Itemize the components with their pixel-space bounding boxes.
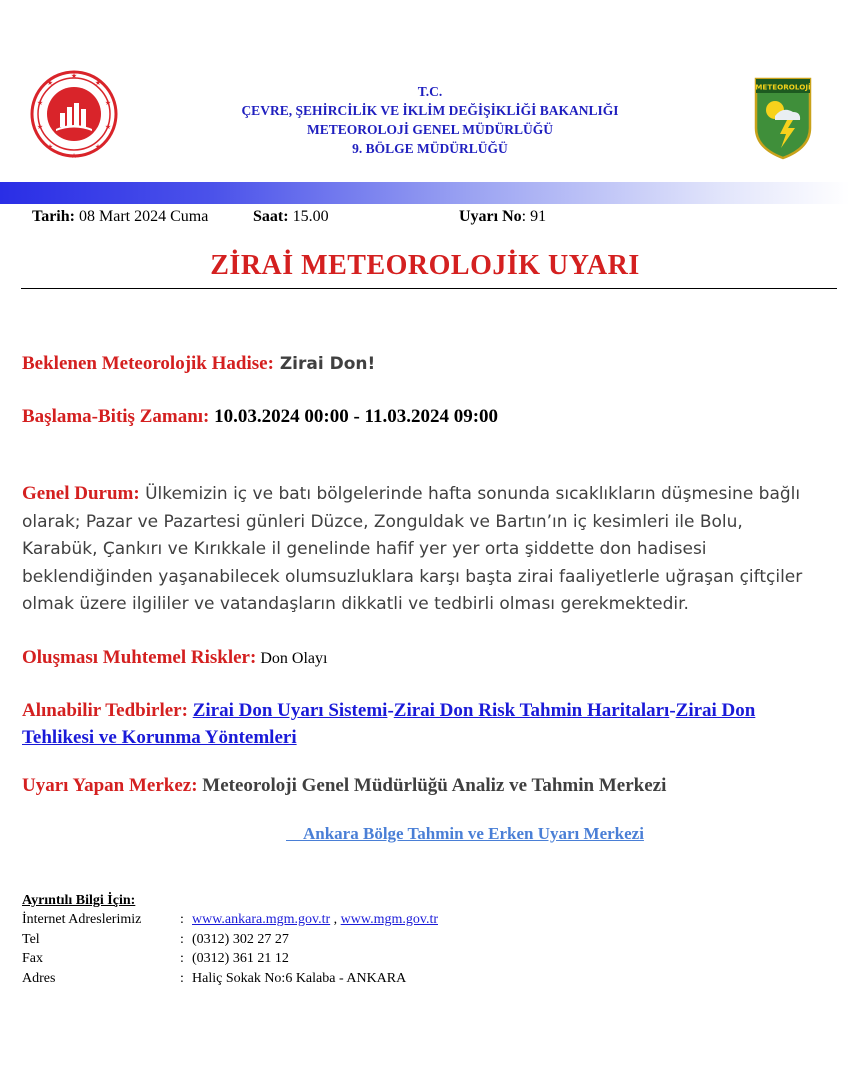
mgm-website-link[interactable]: www.mgm.gov.tr [340, 912, 438, 927]
possible-risks-value: Don Olayı [256, 650, 328, 667]
header-tc: T.C. [417, 84, 443, 99]
svg-text:★: ★ [46, 79, 54, 87]
header-ministry: ÇEVRE, ŞEHİRCİLİK VE İKLİM DEĞİŞİKLİĞİ BAKANLIĞI [241, 103, 619, 118]
frost-risk-maps-link[interactable]: Zirai Don Risk Tahmin Haritaları [393, 700, 670, 721]
date-label: Tarih: [32, 208, 75, 225]
header-directorate: METEOROLOJİ GENEL MÜDÜRLÜĞÜ [306, 122, 554, 137]
svg-text:★: ★ [70, 152, 78, 160]
contact-row-address [0, 969, 850, 989]
measures [22, 697, 837, 751]
contact-info [0, 891, 850, 1001]
expected-event [22, 353, 375, 375]
general-situation-line-1: Ülkemizin iç ve batı bölgelerinde hafta sonunda sıcaklıkların düşmesine bağlı [139, 484, 801, 504]
possible-risks [22, 647, 327, 669]
ankara-center-link[interactable]: Ankara Bölge Tahmin ve Erken Uyarı Merkezi [303, 824, 644, 843]
address-label: Adres [22, 970, 56, 986]
meteorology-logo-text: METEOROLOJİ [755, 82, 811, 92]
general-situation-line-2: olarak; Pazar ve Pazartesi günleri Düzce, Zonguldak ve Bartın’ın iç kesimleri ile Bolu, [22, 511, 743, 532]
fax-value: (0312) 361 21 12 [192, 951, 289, 966]
website-separator: , [330, 912, 341, 927]
date-field [32, 208, 208, 226]
general-situation-line-5: olmak üzere ilgililer ve vatandaşların dikkatli ve tedbirli olması gerekmektedir. [22, 594, 689, 614]
start-end-time [22, 406, 498, 428]
possible-risks-label: Oluşması Muhtemel Riskler: [22, 647, 257, 668]
svg-text:★: ★ [104, 99, 112, 107]
svg-text:★: ★ [94, 79, 102, 87]
frost-hazard-protection-link-continued[interactable]: Tehlikesi ve Korunma Yöntemleri [22, 727, 297, 748]
start-end-time-label: Başlama-Bitiş Zamanı: [22, 406, 210, 427]
warning-number-field [459, 208, 546, 226]
ankara-center-text[interactable] [286, 824, 644, 843]
ankara-website-link[interactable]: www.ankara.mgm.gov.tr [192, 912, 331, 927]
general-situation-line-3: Karabük, Çankırı ve Kırıkkale il genelinde hafif yer yer orta şiddette don hadisesi [22, 539, 707, 559]
warning-number-label: Uyarı No [459, 208, 522, 225]
title-divider [21, 288, 837, 289]
general-situation-label: Genel Durum: [22, 483, 140, 504]
tel-value: (0312) 302 27 27 [192, 931, 289, 947]
warning-number-value: : 91 [521, 208, 547, 225]
ankara-center [286, 824, 644, 844]
start-end-time-value: 10.03.2024 00:00 - 11.03.2024 09:00 [209, 406, 499, 427]
svg-text:★: ★ [94, 143, 102, 151]
measures-separator-2: - [669, 700, 676, 721]
svg-text:★: ★ [46, 143, 54, 151]
ministry-seal-logo [30, 65, 118, 163]
expected-event-value: Zirai Don! [273, 354, 376, 374]
contact-heading: Ayrıntılı Bilgi İçin: [22, 893, 136, 908]
warning-center-label: Uyarı Yapan Merkez: [22, 775, 198, 796]
time-label: Saat: [253, 208, 289, 225]
date-value: 08 Mart 2024 Cuma [74, 208, 209, 225]
expected-event-label: Beklenen Meteorolojik Hadise: [22, 353, 274, 374]
page-title: ZİRAİ METEOROLOJİK UYARI [210, 250, 640, 281]
frost-hazard-protection-link[interactable]: Zirai Don [675, 700, 756, 721]
general-situation-line-4: beklendiğinden yaşanabilecek olumsuzluklara karşı başta zirai faaliyetlerle uğraşan çiftçiler [22, 566, 803, 587]
svg-text:★: ★ [36, 123, 44, 131]
meteorology-logo [753, 76, 813, 160]
svg-text:★: ★ [36, 99, 44, 107]
time-field [253, 208, 329, 226]
contact-row-fax [0, 949, 850, 969]
contact-row-internet [0, 910, 850, 930]
frost-warning-system-link[interactable]: Zirai Don Uyarı Sistemi [192, 700, 388, 721]
tel-colon: : [180, 931, 184, 947]
time-value: 15.00 [288, 208, 329, 225]
header-gradient-band [0, 182, 850, 204]
address-colon: : [180, 970, 184, 986]
header-block [150, 82, 710, 158]
fax-label: Fax [22, 951, 43, 966]
internet-colon: : [180, 912, 184, 927]
svg-text:★: ★ [104, 123, 112, 131]
general-situation [22, 480, 834, 619]
svg-text:★: ★ [70, 72, 78, 80]
measures-label: Alınabilir Tedbirler: [22, 700, 188, 721]
header-region: 9. BÖLGE MÜDÜRLÜĞÜ [352, 141, 508, 156]
measures-separator-1: - [387, 700, 394, 721]
warning-center-value: Meteoroloji Genel Müdürlüğü Analiz ve Tahmin Merkezi [197, 775, 667, 796]
contact-row-tel [0, 930, 850, 950]
internet-label: İnternet Adreslerimiz [22, 912, 142, 927]
tel-label: Tel [22, 931, 40, 947]
warning-center [22, 775, 666, 797]
fax-colon: : [180, 951, 184, 966]
address-value: Haliç Sokak No:6 Kalaba - ANKARA [192, 970, 407, 986]
